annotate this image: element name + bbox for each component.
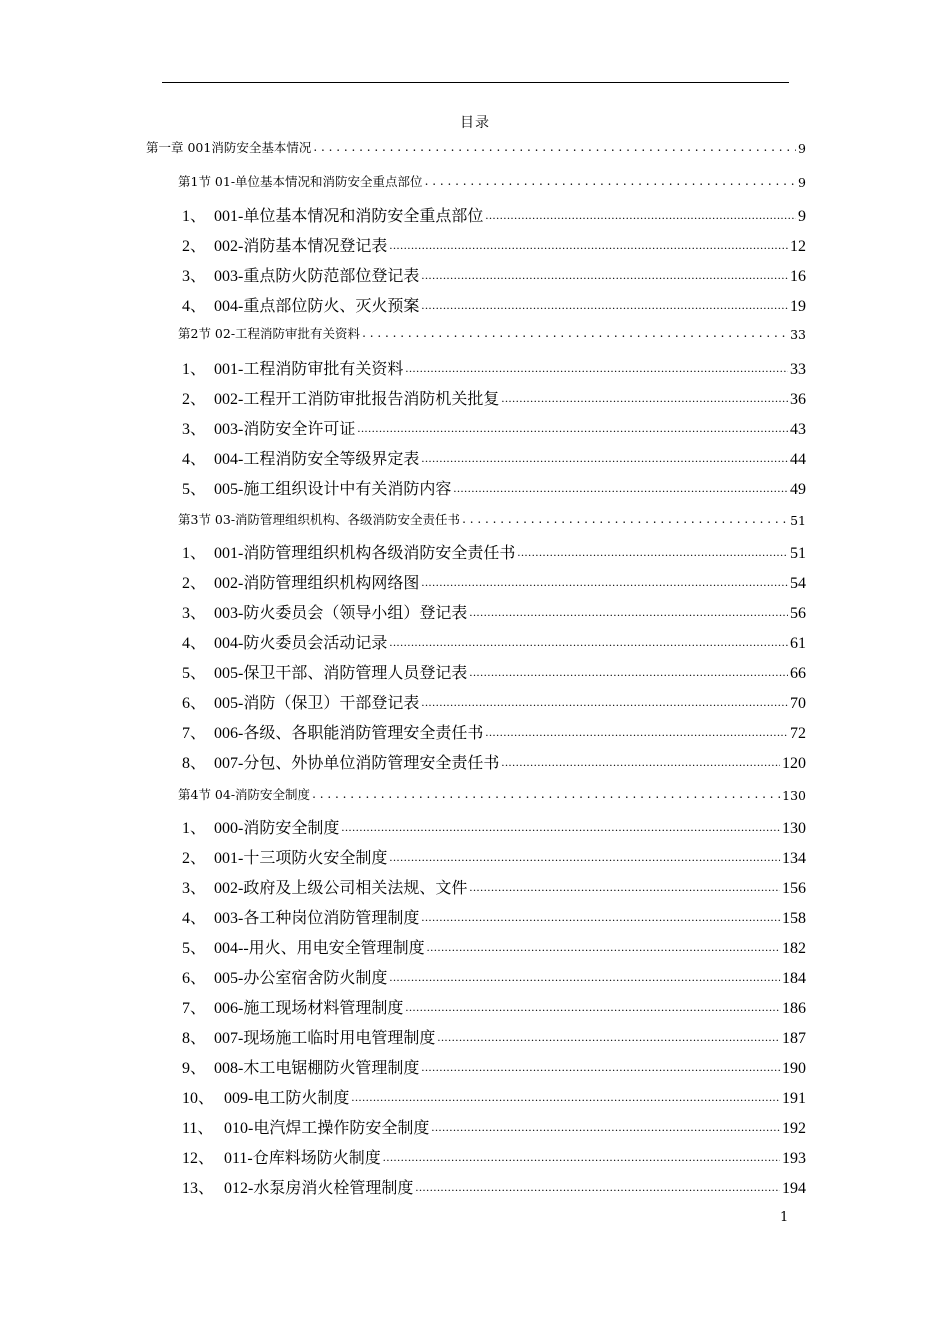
toc-entry-page: 186 xyxy=(782,1000,806,1017)
toc-entry-text: 004--用火、用电安全管理制度 xyxy=(214,940,425,957)
toc-entry-text: 003-各工种岗位消防管理制度 xyxy=(214,910,420,927)
toc-entry-text: 002-消防基本情况登记表 xyxy=(214,238,388,255)
toc-entry-text: 003-重点防火防范部位登记表 xyxy=(214,268,420,285)
dot-leader xyxy=(341,820,780,838)
dot-leader xyxy=(421,451,788,469)
toc-entry[interactable] xyxy=(182,569,806,593)
toc-entry[interactable] xyxy=(182,232,806,256)
toc-entry-section-4[interactable] xyxy=(178,783,806,803)
toc-entry[interactable] xyxy=(182,292,806,316)
toc-entry-text: 005-办公室宿舍防火制度 xyxy=(214,970,388,987)
toc-entry-page: 9 xyxy=(798,208,806,225)
toc-entry[interactable] xyxy=(182,719,806,743)
toc-entry-number: 1、 xyxy=(182,208,207,225)
toc-entry-text: 007-分包、外协单位消防管理安全责任书 xyxy=(214,755,500,772)
dot-leader xyxy=(421,910,780,928)
toc-entry-text: 001-消防管理组织机构各级消防安全责任书 xyxy=(214,545,516,562)
toc-entry-text: 007-现场施工临时用电管理制度 xyxy=(214,1030,436,1047)
dot-leader xyxy=(437,1030,780,1048)
toc-entry-text: 003-防火委员会（领导小组）登记表 xyxy=(214,605,468,622)
toc-entry-text: 011-仓库料场防火制度 xyxy=(224,1150,381,1167)
toc-entry-number: 8、 xyxy=(182,1030,207,1047)
toc-entry[interactable] xyxy=(182,475,806,499)
dot-leader xyxy=(469,880,780,898)
toc-entry[interactable] xyxy=(182,1114,806,1138)
toc-entry-page: 184 xyxy=(782,970,806,987)
dot-leader xyxy=(405,1000,780,1018)
dot-leader xyxy=(389,635,788,653)
toc-entry-number: 12、 xyxy=(182,1150,215,1167)
toc-entry[interactable] xyxy=(182,385,806,409)
dot-leader xyxy=(501,391,788,409)
toc-entry-page: 120 xyxy=(782,755,806,772)
toc-entry-text: 001-工程消防审批有关资料 xyxy=(214,361,404,378)
dot-leader xyxy=(421,695,788,713)
toc-entry[interactable] xyxy=(182,599,806,623)
toc-entry-number: 13、 xyxy=(182,1180,215,1197)
toc-entry-number: 9、 xyxy=(182,1060,207,1077)
toc-entry-number: 5、 xyxy=(182,481,207,498)
toc-entry-page: 49 xyxy=(790,481,806,498)
dot-leader xyxy=(431,1120,780,1138)
toc-entry-chapter-1[interactable] xyxy=(146,136,806,156)
toc-entry-page: 43 xyxy=(790,421,806,438)
toc-entry-page: 190 xyxy=(782,1060,806,1077)
toc-entry[interactable] xyxy=(182,689,806,713)
toc-entry-page: 192 xyxy=(782,1120,806,1137)
toc-entry[interactable] xyxy=(182,749,806,773)
toc-entry-number: 4、 xyxy=(182,910,207,927)
dot-leader xyxy=(362,328,788,342)
toc-entry-number: 3、 xyxy=(182,605,207,622)
toc-entry-number: 1、 xyxy=(182,361,207,378)
toc-entry-number: 8、 xyxy=(182,755,207,772)
toc-entry-number: 1、 xyxy=(182,545,207,562)
toc-entry-number: 2、 xyxy=(182,391,207,408)
dot-leader xyxy=(415,1180,780,1198)
toc-entry-text: 004-重点部位防火、灭火预案 xyxy=(214,298,420,315)
toc-entry-number: 3、 xyxy=(182,880,207,897)
toc-entry[interactable] xyxy=(182,1144,806,1168)
dot-leader xyxy=(421,298,788,316)
toc-entry-page: 51 xyxy=(790,513,806,528)
dot-leader xyxy=(501,755,780,773)
toc-entry-page: 194 xyxy=(782,1180,806,1197)
page-number: 1 xyxy=(780,1210,789,1225)
dot-leader xyxy=(357,421,788,439)
toc-entry-number: 4、 xyxy=(182,298,207,315)
toc-entry[interactable] xyxy=(182,1084,806,1108)
dot-leader xyxy=(427,940,780,958)
toc-entry-page: 12 xyxy=(790,238,806,255)
dot-leader xyxy=(312,789,780,803)
toc-entry-text: 006-各级、各职能消防管理安全责任书 xyxy=(214,725,484,742)
toc-entry-page: 72 xyxy=(790,725,806,742)
dot-leader xyxy=(469,605,788,623)
toc-entry[interactable] xyxy=(182,1174,806,1198)
toc-entry-section-1[interactable] xyxy=(178,170,806,190)
toc-entry-page: 61 xyxy=(790,635,806,652)
toc-entry-page: 193 xyxy=(782,1150,806,1167)
dot-leader xyxy=(421,575,788,593)
dot-leader xyxy=(389,970,780,988)
dot-leader xyxy=(485,208,796,226)
toc-entry[interactable] xyxy=(182,659,806,683)
toc-entry[interactable] xyxy=(182,262,806,286)
toc-entry-text: 第一章 001消防安全基本情况 xyxy=(146,140,312,155)
toc-entry-text: 005-消防（保卫）干部登记表 xyxy=(214,695,420,712)
toc-entry-text: 第2节 02-工程消防审批有关资料 xyxy=(178,326,361,341)
dot-leader xyxy=(351,1090,780,1108)
toc-entry-number: 7、 xyxy=(182,1000,207,1017)
toc-entry[interactable] xyxy=(182,355,806,379)
toc-entry[interactable] xyxy=(182,994,806,1018)
toc-entry-text: 004-防火委员会活动记录 xyxy=(214,635,388,652)
toc-entry-page: 9 xyxy=(798,141,806,156)
toc-entry-text: 001-十三项防火安全制度 xyxy=(214,850,388,867)
toc-entry-page: 130 xyxy=(782,820,806,837)
toc-entry-page: 33 xyxy=(790,327,806,342)
toc-entry-text: 009-电工防火制度 xyxy=(224,1090,350,1107)
toc-entry-page: 36 xyxy=(790,391,806,408)
toc-entry[interactable] xyxy=(182,415,806,439)
toc-entry-text: 002-政府及上级公司相关法规、文件 xyxy=(214,880,468,897)
toc-entry-page: 70 xyxy=(790,695,806,712)
toc-entry-text: 006-施工现场材料管理制度 xyxy=(214,1000,404,1017)
dot-leader xyxy=(383,1150,780,1168)
toc-entry-page: 51 xyxy=(790,545,806,562)
toc-entry-text: 第4节 04-消防安全制度 xyxy=(178,787,311,802)
toc-entry-number: 6、 xyxy=(182,695,207,712)
toc-entry-text: 002-工程开工消防审批报告消防机关批复 xyxy=(214,391,500,408)
toc-entry-text: 002-消防管理组织机构网络图 xyxy=(214,575,420,592)
toc-entry[interactable] xyxy=(182,964,806,988)
toc-title: 目录 xyxy=(460,115,490,131)
toc-entry-page: 33 xyxy=(790,361,806,378)
toc-entry-page: 54 xyxy=(790,575,806,592)
toc-entry-text: 第3节 03-消防管理组织机构、各级消防安全责任书 xyxy=(178,512,461,527)
toc-entry-number: 10、 xyxy=(182,1090,215,1107)
toc-entry-page: 130 xyxy=(782,788,806,803)
toc-entry-page: 158 xyxy=(782,910,806,927)
toc-entry-page: 156 xyxy=(782,880,806,897)
toc-entry-page: 9 xyxy=(798,175,806,190)
toc-entry-number: 11、 xyxy=(182,1120,214,1137)
toc-entry-text: 012-水泵房消火栓管理制度 xyxy=(224,1180,414,1197)
toc-entry-number: 5、 xyxy=(182,940,207,957)
dot-leader xyxy=(469,665,788,683)
toc-entry-text: 004-工程消防安全等级界定表 xyxy=(214,451,420,468)
toc-entry-page: 66 xyxy=(790,665,806,682)
dot-leader xyxy=(453,481,788,499)
toc-entry-text: 010-电汽焊工操作防安全制度 xyxy=(224,1120,430,1137)
toc-entry[interactable] xyxy=(182,1054,806,1078)
dot-leader xyxy=(421,1060,780,1078)
toc-entry-number: 3、 xyxy=(182,268,207,285)
toc-entry[interactable] xyxy=(182,202,806,226)
dot-leader xyxy=(485,725,788,743)
toc-entry-page: 44 xyxy=(790,451,806,468)
toc-entry[interactable] xyxy=(182,814,806,838)
toc-entry-text: 005-保卫干部、消防管理人员登记表 xyxy=(214,665,468,682)
toc-entry-text: 005-施工组织设计中有关消防内容 xyxy=(214,481,452,498)
toc-entry-section-2[interactable] xyxy=(178,322,806,342)
dot-leader xyxy=(389,238,788,256)
toc-entry-number: 4、 xyxy=(182,635,207,652)
toc-entry-number: 2、 xyxy=(182,850,207,867)
toc-entry-text: 001-单位基本情况和消防安全重点部位 xyxy=(214,208,484,225)
toc-entry-number: 4、 xyxy=(182,451,207,468)
toc-entry[interactable] xyxy=(182,844,806,868)
toc-entry-page: 16 xyxy=(790,268,806,285)
dot-leader xyxy=(421,268,788,286)
toc-entry-number: 3、 xyxy=(182,421,207,438)
toc-entry-page: 134 xyxy=(782,850,806,867)
toc-entry-number: 7、 xyxy=(182,725,207,742)
dot-leader xyxy=(462,514,788,528)
toc-entry-number: 1、 xyxy=(182,820,207,837)
toc-entry[interactable] xyxy=(182,1024,806,1048)
toc-entry-page: 191 xyxy=(782,1090,806,1107)
dot-leader xyxy=(517,545,788,563)
toc-entry-text: 第1节 01-单位基本情况和消防安全重点部位 xyxy=(178,174,423,189)
toc-entry-number: 5、 xyxy=(182,665,207,682)
toc-entry-number: 2、 xyxy=(182,575,207,592)
toc-entry[interactable] xyxy=(182,904,806,928)
toc-entry-section-3[interactable] xyxy=(178,508,806,528)
dot-leader xyxy=(313,142,796,156)
toc-entry-text: 000-消防安全制度 xyxy=(214,820,340,837)
toc-entry-number: 6、 xyxy=(182,970,207,987)
toc-entry-text: 003-消防安全许可证 xyxy=(214,421,356,438)
toc-entry[interactable] xyxy=(182,629,806,653)
toc-entry-text: 008-木工电锯棚防火管理制度 xyxy=(214,1060,420,1077)
toc-entry[interactable] xyxy=(182,874,806,898)
toc-entry-number: 2、 xyxy=(182,238,207,255)
dot-leader xyxy=(405,361,788,379)
toc-entry[interactable] xyxy=(182,445,806,469)
toc-entry-page: 19 xyxy=(790,298,806,315)
toc-entry[interactable] xyxy=(182,934,806,958)
toc-entry[interactable] xyxy=(182,539,806,563)
toc-entry-page: 187 xyxy=(782,1030,806,1047)
dot-leader xyxy=(425,176,796,190)
dot-leader xyxy=(389,850,780,868)
toc-entry-page: 182 xyxy=(782,940,806,957)
toc-entry-page: 56 xyxy=(790,605,806,622)
